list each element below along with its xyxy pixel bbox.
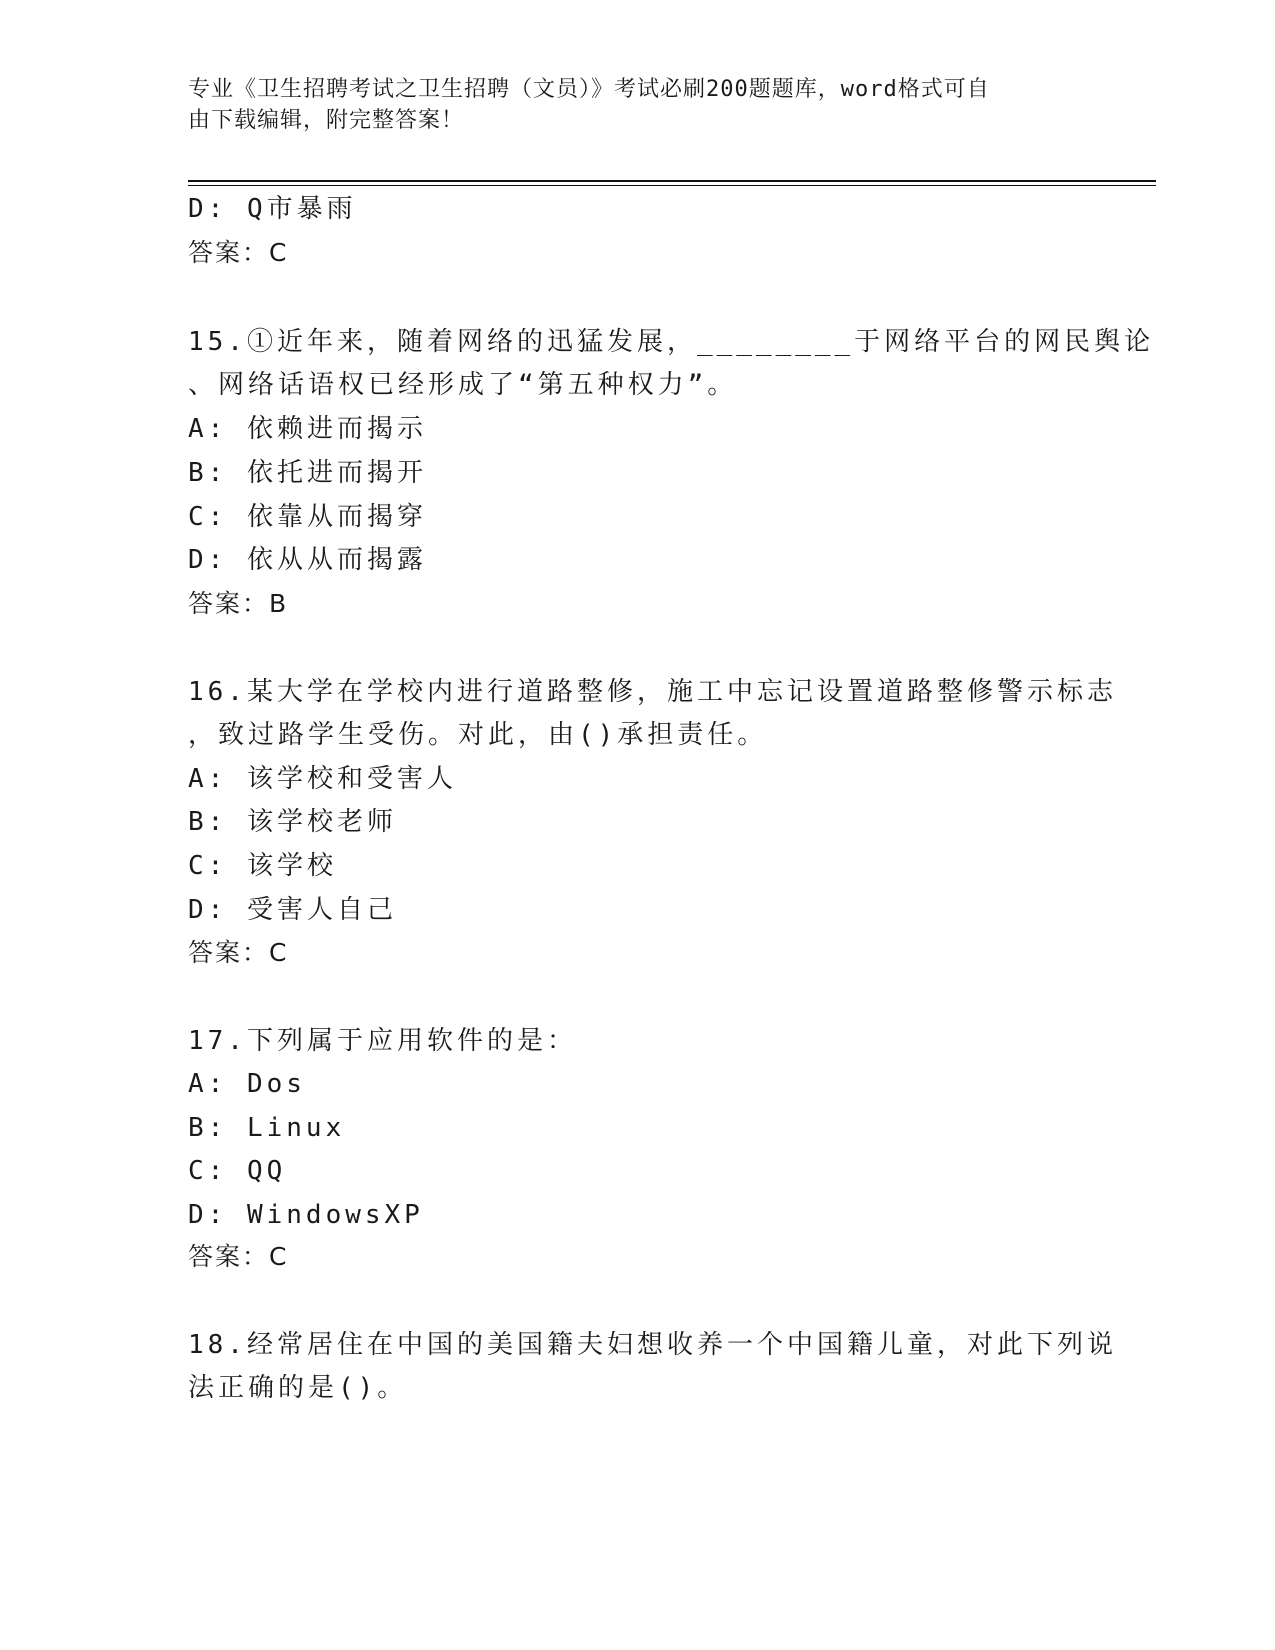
q17-stem-line-1: 17.下列属于应用软件的是： xyxy=(188,1026,577,1056)
q16-stem-line-1: 16.某大学在学校内进行道路整修，施工中忘记设置道路整修警示标志 xyxy=(188,677,1117,707)
q17-option-b: B: Linux xyxy=(188,1113,346,1143)
q17-option-c: C: QQ xyxy=(188,1156,287,1186)
header-divider-thin xyxy=(188,185,1156,186)
q15-option-c: C: 依靠从而揭穿 xyxy=(188,502,427,532)
q16-stem-line-2: ，致过路学生受伤。对此，由()承担责任。 xyxy=(188,720,768,750)
document-header xyxy=(188,74,1088,136)
q14-option-d: D: Q市暴雨 xyxy=(188,194,357,224)
q17-option-d: D: WindowsXP xyxy=(188,1200,424,1230)
q14-answer: 答案：C xyxy=(188,238,289,267)
q16-option-a: A: 该学校和受害人 xyxy=(188,764,457,794)
q17-option-a: A: Dos xyxy=(188,1069,306,1099)
q15-stem-line-2: 、网络话语权已经形成了“第五种权力”。 xyxy=(188,370,738,400)
q17-answer: 答案：C xyxy=(188,1242,289,1271)
q16-option-c: C: 该学校 xyxy=(188,851,337,881)
q15-option-b: B: 依托进而揭开 xyxy=(188,458,427,488)
q18-stem-line-1: 18.经常居住在中国的美国籍夫妇想收养一个中国籍儿童，对此下列说 xyxy=(188,1330,1117,1360)
q16-option-b: B: 该学校老师 xyxy=(188,807,397,837)
header-line-1: 专业《卫生招聘考试之卫生招聘（文员）》考试必刷200题题库，word格式可自 xyxy=(188,77,990,102)
header-line-2: 由下载编辑，附完整答案！ xyxy=(188,108,465,133)
q15-option-d: D: 依从从而揭露 xyxy=(188,545,427,575)
q18-stem-line-2: 法正确的是()。 xyxy=(188,1373,408,1403)
q16-answer: 答案：C xyxy=(188,938,289,967)
q15-option-a: A: 依赖进而揭示 xyxy=(188,414,427,444)
header-divider-thick xyxy=(188,180,1156,182)
q16-option-d: D: 受害人自己 xyxy=(188,895,397,925)
q15-stem-line-1: 15.①近年来，随着网络的迅猛发展，________于网络平台的网民舆论 xyxy=(188,327,1155,357)
q15-answer: 答案：B xyxy=(188,589,289,618)
